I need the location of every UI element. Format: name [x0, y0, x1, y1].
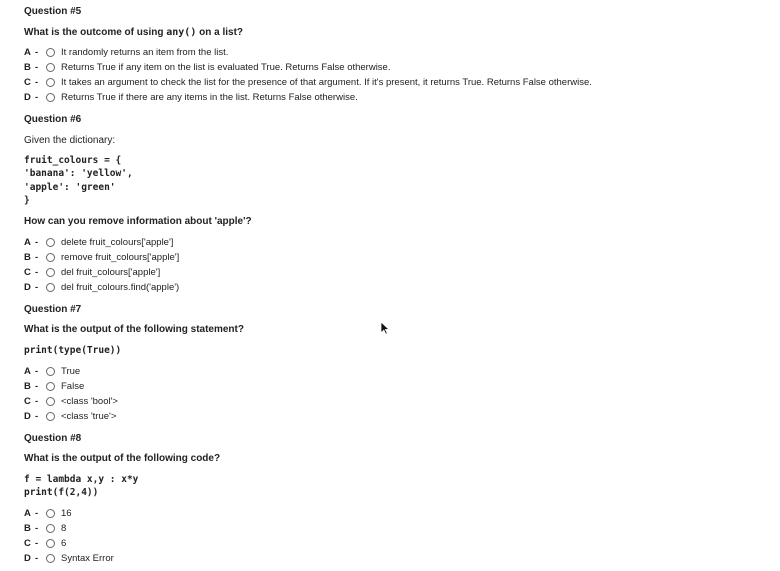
radio-button[interactable] [46, 48, 55, 57]
option-a[interactable] [24, 45, 228, 60]
prompt-text: on a list? [196, 27, 244, 38]
option-c[interactable] [24, 75, 592, 90]
question-number: Question #6 [24, 114, 82, 125]
option-separator: - [35, 508, 39, 519]
option-text: False [61, 381, 85, 392]
option-a[interactable] [24, 235, 173, 250]
question-number: Question #5 [24, 6, 82, 17]
option-text: Syntax Error [61, 553, 114, 564]
code-line: 'banana': 'yellow', [24, 168, 133, 180]
radio-button[interactable] [46, 524, 55, 533]
option-d[interactable] [24, 551, 114, 566]
option-c[interactable] [24, 536, 66, 551]
radio-button[interactable] [46, 78, 55, 87]
option-letter: B [24, 523, 31, 534]
option-text: del fruit_colours.find('apple') [61, 282, 180, 293]
option-text: delete fruit_colours['apple'] [61, 237, 174, 248]
radio-button[interactable] [46, 367, 55, 376]
option-d[interactable] [24, 280, 179, 295]
option-letter: A [24, 237, 31, 248]
option-letter: D [24, 411, 31, 422]
code-line: fruit_colours = { [24, 155, 122, 166]
option-d[interactable] [24, 409, 116, 424]
option-separator: - [35, 47, 39, 58]
question-number: Question #8 [24, 433, 82, 444]
radio-button[interactable] [46, 268, 55, 277]
option-text: True [61, 366, 81, 377]
option-text: It randomly returns an item from the list. [61, 47, 229, 58]
option-c[interactable] [24, 394, 118, 409]
option-letter: C [24, 396, 31, 407]
option-b[interactable] [24, 250, 179, 265]
option-separator: - [35, 366, 39, 377]
code-block [24, 473, 138, 500]
option-letter: B [24, 252, 31, 263]
option-b[interactable] [24, 379, 84, 394]
option-letter: B [24, 62, 31, 73]
option-letter: C [24, 538, 31, 549]
radio-button[interactable] [46, 554, 55, 563]
option-a[interactable] [24, 364, 80, 379]
prompt-code: any() [166, 27, 197, 38]
radio-button[interactable] [46, 539, 55, 548]
radio-button[interactable] [46, 397, 55, 406]
option-d[interactable] [24, 90, 358, 105]
option-letter: C [24, 267, 31, 278]
option-b[interactable] [24, 60, 391, 75]
option-separator: - [35, 523, 39, 534]
option-separator: - [35, 538, 39, 549]
code-line: f = lambda x,y : x*y [24, 474, 139, 485]
option-text: remove fruit_colours['apple'] [61, 252, 180, 263]
option-separator: - [35, 282, 39, 293]
option-letter: D [24, 282, 31, 293]
option-separator: - [35, 77, 39, 88]
option-text: It takes an argument to check the list for the presence of that argument. If it's present, it returns True. Returns False otherwise. [61, 77, 592, 88]
option-text: del fruit_colours['apple'] [61, 267, 161, 278]
code-block [24, 154, 133, 207]
question-number: Question #7 [24, 304, 82, 315]
option-separator: - [35, 553, 39, 564]
option-letter: B [24, 381, 31, 392]
code-block [24, 344, 121, 357]
question-prompt [24, 27, 243, 38]
option-text: 16 [61, 508, 72, 519]
option-separator: - [35, 237, 39, 248]
option-text: <class 'bool'> [61, 396, 118, 407]
radio-button[interactable] [46, 63, 55, 72]
option-text: 6 [61, 538, 67, 549]
option-letter: A [24, 47, 31, 58]
radio-button[interactable] [46, 253, 55, 262]
question-prompt: How can you remove information about 'apple'? [24, 216, 252, 227]
option-separator: - [35, 92, 39, 103]
code-line: } [24, 194, 30, 206]
radio-button[interactable] [46, 382, 55, 391]
mouse-pointer-icon [380, 321, 390, 335]
question-prompt: What is the output of the following code? [24, 453, 221, 464]
option-letter: D [24, 553, 31, 564]
question-intro: Given the dictionary: [24, 135, 116, 146]
option-b[interactable] [24, 521, 66, 536]
option-text: 8 [61, 523, 67, 534]
option-separator: - [35, 396, 39, 407]
option-text: <class 'true'> [61, 411, 117, 422]
option-separator: - [35, 381, 39, 392]
radio-button[interactable] [46, 509, 55, 518]
option-separator: - [35, 252, 39, 263]
option-c[interactable] [24, 265, 160, 280]
question-prompt: What is the output of the following statement? [24, 324, 244, 335]
code-line: print(f(2,4)) [24, 487, 99, 499]
option-separator: - [35, 411, 39, 422]
prompt-text: What is the outcome of using [24, 27, 167, 38]
option-separator: - [35, 62, 39, 73]
option-text: Returns True if there are any items in the list. Returns False otherwise. [61, 92, 358, 103]
option-a[interactable] [24, 506, 72, 521]
option-letter: A [24, 366, 31, 377]
code-line: 'apple': 'green' [24, 181, 116, 193]
option-letter: A [24, 508, 31, 519]
code-line: print(type(True)) [24, 345, 122, 356]
option-letter: C [24, 77, 31, 88]
option-text: Returns True if any item on the list is evaluated True. Returns False otherwise. [61, 62, 391, 73]
radio-button[interactable] [46, 283, 55, 292]
radio-button[interactable] [46, 412, 55, 421]
option-letter: D [24, 92, 31, 103]
option-separator: - [35, 267, 39, 278]
radio-button[interactable] [46, 93, 55, 102]
radio-button[interactable] [46, 238, 55, 247]
